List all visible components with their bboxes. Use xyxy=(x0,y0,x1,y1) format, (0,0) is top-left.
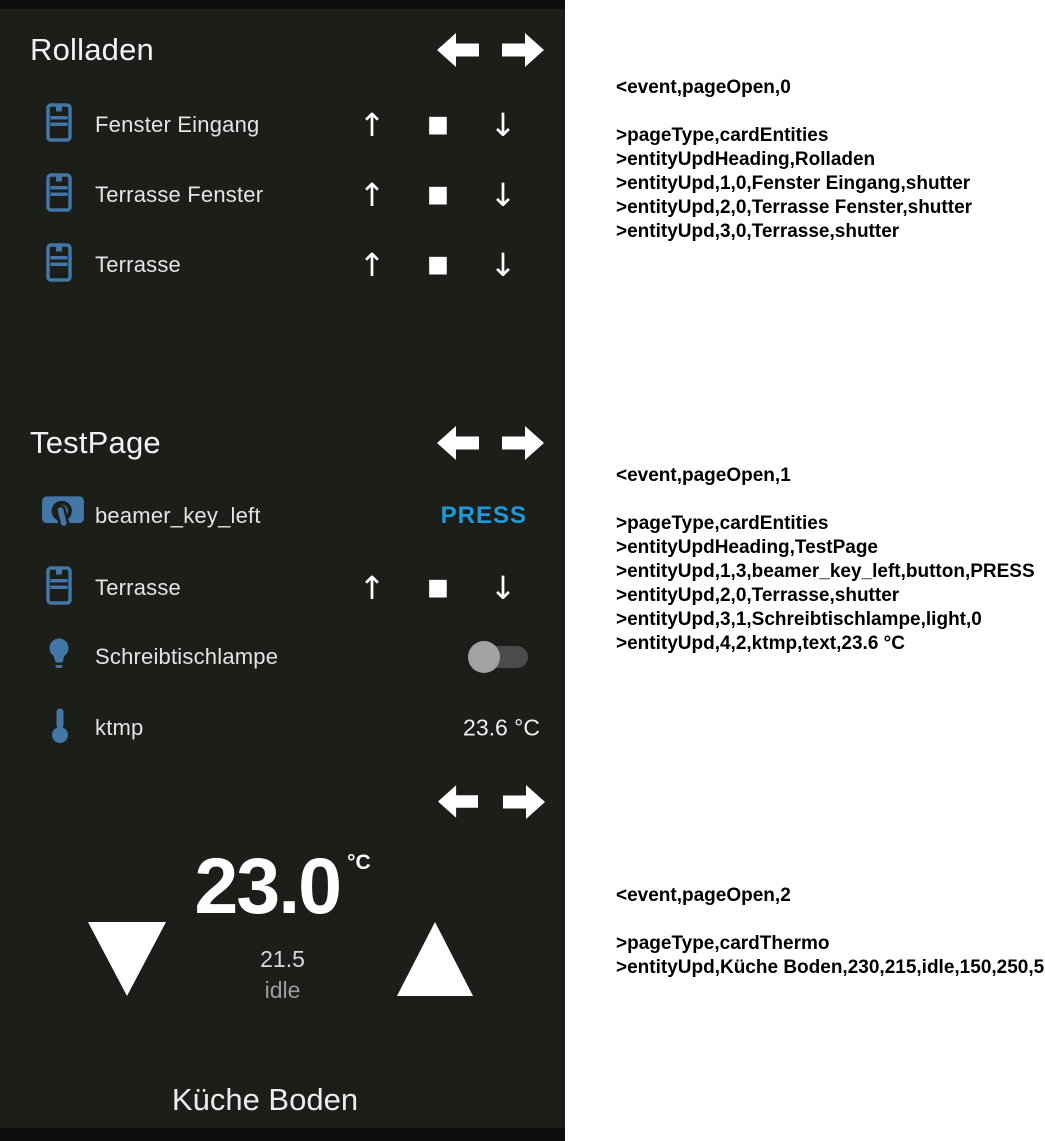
temperature-unit: °C xyxy=(347,851,371,874)
protocol-line: <event,pageOpen,0 xyxy=(616,77,791,98)
entity-row-light xyxy=(0,634,565,680)
next-page-button[interactable] xyxy=(503,785,545,819)
entity-label: Terrasse xyxy=(95,252,181,277)
protocol-line: >entityUpd,1,3,beamer_key_left,button,PRESS xyxy=(616,561,1035,582)
arrow-left-icon xyxy=(438,785,478,818)
protocol-line: >entityUpd,2,0,Terrasse,shutter xyxy=(616,585,900,606)
entity-label: Fenster Eingang xyxy=(95,112,260,137)
entity-row-text xyxy=(0,705,565,751)
entity-row-shutter xyxy=(0,565,565,611)
protocol-line: <event,pageOpen,2 xyxy=(616,885,791,906)
shutter-up-button[interactable]: ↑ xyxy=(358,569,386,607)
hvac-state: idle xyxy=(264,977,301,1003)
sensor-value: 23.6 °C xyxy=(463,714,540,741)
next-page-button[interactable] xyxy=(502,33,544,67)
thermometer-icon xyxy=(50,708,70,749)
shutter-up-button[interactable]: ↑ xyxy=(358,106,386,144)
gesture-tap-button-icon xyxy=(40,495,86,538)
protocol-line: >entityUpd,Küche Boden,230,215,idle,150,250,5 xyxy=(616,957,1045,978)
protocol-line: >entityUpdHeading,Rolladen xyxy=(616,149,876,170)
shutter-stop-button[interactable]: ■ xyxy=(427,574,449,601)
protocol-block-page0 xyxy=(616,76,972,244)
screen-edge-top xyxy=(0,0,565,9)
entity-label: Schreibtischlampe xyxy=(95,644,279,669)
window-shutter-icon xyxy=(46,566,72,611)
protocol-line: >entityUpd,3,0,Terrasse,shutter xyxy=(616,221,900,242)
protocol-line: >entityUpd,3,1,Schreibtischlampe,light,0 xyxy=(616,609,982,630)
entity-label: ktmp xyxy=(95,715,144,740)
protocol-line-blank xyxy=(616,908,1044,932)
protocol-block-page1 xyxy=(616,464,1035,656)
screen-edge-bottom xyxy=(0,1128,565,1141)
current-temperature-value: 23.0 xyxy=(194,841,341,930)
entity-row-shutter xyxy=(0,172,565,218)
shutter-stop-button[interactable]: ■ xyxy=(427,251,449,278)
protocol-line-blank xyxy=(616,488,1035,512)
entity-row-shutter xyxy=(0,102,565,148)
protocol-line: >pageType,cardEntities xyxy=(616,513,829,534)
shutter-down-button[interactable]: ↓ xyxy=(489,106,517,144)
window-shutter-icon xyxy=(46,173,72,218)
window-shutter-icon xyxy=(46,243,72,288)
protocol-line: >entityUpdHeading,TestPage xyxy=(616,537,879,558)
window-shutter-icon xyxy=(46,103,72,148)
arrow-right-icon xyxy=(503,785,545,819)
shutter-down-button[interactable]: ↓ xyxy=(489,176,517,214)
protocol-line: >entityUpd,1,0,Fenster Eingang,shutter xyxy=(616,173,971,194)
arrow-left-icon xyxy=(437,33,479,67)
prev-page-button[interactable] xyxy=(437,33,479,67)
toggle-knob xyxy=(468,641,500,673)
entity-label: beamer_key_left xyxy=(95,503,261,528)
shutter-down-button[interactable]: ↓ xyxy=(489,246,517,284)
protocol-line: >entityUpd,2,0,Terrasse Fenster,shutter xyxy=(616,197,973,218)
protocol-line-blank xyxy=(616,100,972,124)
protocol-line: <event,pageOpen,1 xyxy=(616,465,791,486)
shutter-up-button[interactable]: ↑ xyxy=(358,176,386,214)
shutter-stop-button[interactable]: ■ xyxy=(427,181,449,208)
current-temperature xyxy=(0,841,565,930)
protocol-line: >pageType,cardEntities xyxy=(616,125,829,146)
press-button[interactable]: PRESS xyxy=(440,502,527,529)
lightbulb-icon xyxy=(46,638,72,677)
protocol-line: >pageType,cardThermo xyxy=(616,933,830,954)
prev-page-button[interactable] xyxy=(438,785,480,819)
entity-row-button xyxy=(0,493,565,539)
page-title: TestPage xyxy=(30,425,161,460)
shutter-stop-button[interactable]: ■ xyxy=(427,111,449,138)
next-page-button[interactable] xyxy=(502,426,544,460)
arrow-right-icon xyxy=(502,426,544,460)
protocol-line: >entityUpd,4,2,ktmp,text,23.6 °C xyxy=(616,633,905,654)
page-title: Rolladen xyxy=(30,32,154,67)
protocol-block-page2 xyxy=(616,884,1044,980)
light-toggle-off[interactable] xyxy=(470,646,528,668)
thermostat-name: Küche Boden xyxy=(171,1082,359,1117)
arrow-right-icon xyxy=(502,33,544,67)
target-temperature: 21.5 xyxy=(260,946,305,972)
entity-label: Terrasse Fenster xyxy=(95,182,264,207)
shutter-down-button[interactable]: ↓ xyxy=(489,569,517,607)
shutter-up-button[interactable]: ↑ xyxy=(358,246,386,284)
prev-page-button[interactable] xyxy=(437,426,479,460)
arrow-left-icon xyxy=(437,426,479,460)
entity-label: Terrasse xyxy=(95,575,181,600)
entity-row-shutter xyxy=(0,242,565,288)
